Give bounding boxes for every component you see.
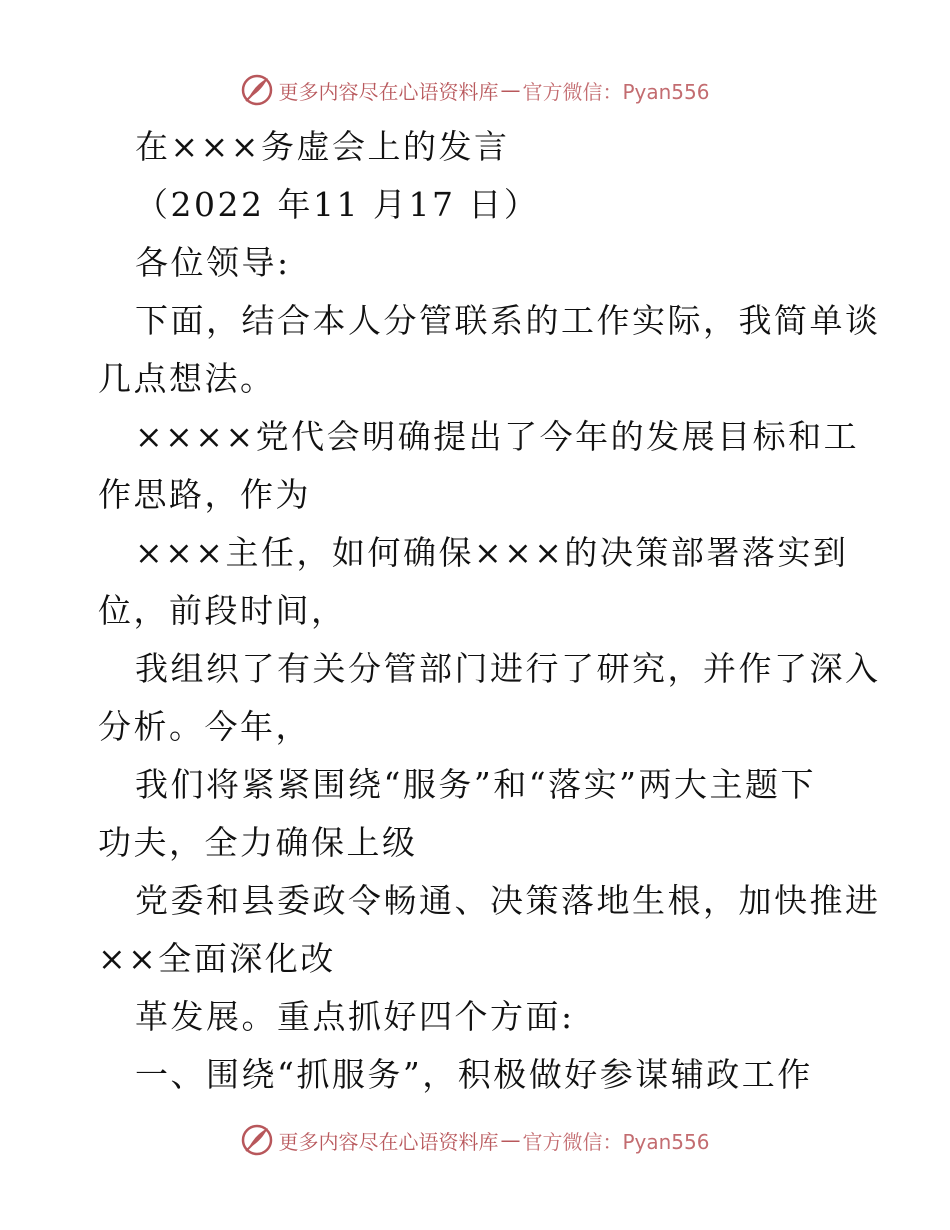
paragraph-line: 几点想法。: [98, 359, 276, 398]
watermark-contact: 官方微信：Pyan556: [522, 1129, 710, 1154]
watermark-text: 更多内容尽在心语资料库: [278, 79, 499, 104]
feather-pen-circle-icon: [240, 1123, 274, 1157]
paragraph-line: 作思路，作为: [98, 475, 311, 514]
watermark-text: 更多内容尽在心语资料库: [278, 1129, 499, 1154]
document-date: （2022 年11 月17 日）: [135, 185, 540, 224]
paragraph-line: 党委和县委政令畅通、决策落地生根，加快推进: [135, 881, 881, 920]
feather-pen-circle-icon: [240, 73, 274, 107]
paragraph-line: ×××主任，如何确保×××的决策部署落实到: [135, 533, 849, 572]
section-heading: 一、围绕“抓服务”，积极做好参谋辅政工作: [135, 1055, 813, 1094]
paragraph-line: ××全面深化改: [98, 939, 336, 978]
paragraph-line: ××××党代会明确提出了今年的发展目标和工: [135, 417, 860, 456]
watermark-separator: —: [500, 1128, 521, 1152]
document-title: 在×××务虚会上的发言: [135, 127, 510, 166]
header-watermark: [0, 70, 950, 110]
paragraph-line: 革发展。重点抓好四个方面:: [135, 997, 575, 1036]
document-body: [98, 118, 881, 1104]
footer-watermark: [0, 1120, 950, 1160]
salutation: 各位领导:: [135, 243, 291, 282]
paragraph-line: 下面，结合本人分管联系的工作实际，我简单谈: [135, 301, 881, 340]
paragraph-line: 位，前段时间，: [98, 591, 347, 630]
paragraph-line: 分析。今年，: [98, 707, 311, 746]
watermark-contact: 官方微信：Pyan556: [522, 79, 710, 104]
paragraph-line: 我们将紧紧围绕“服务”和“落实”两大主题下: [135, 765, 816, 804]
watermark-separator: —: [500, 78, 521, 102]
paragraph-line: 我组织了有关分管部门进行了研究，并作了深入: [135, 649, 881, 688]
paragraph-line: 功夫，全力确保上级: [98, 823, 418, 862]
